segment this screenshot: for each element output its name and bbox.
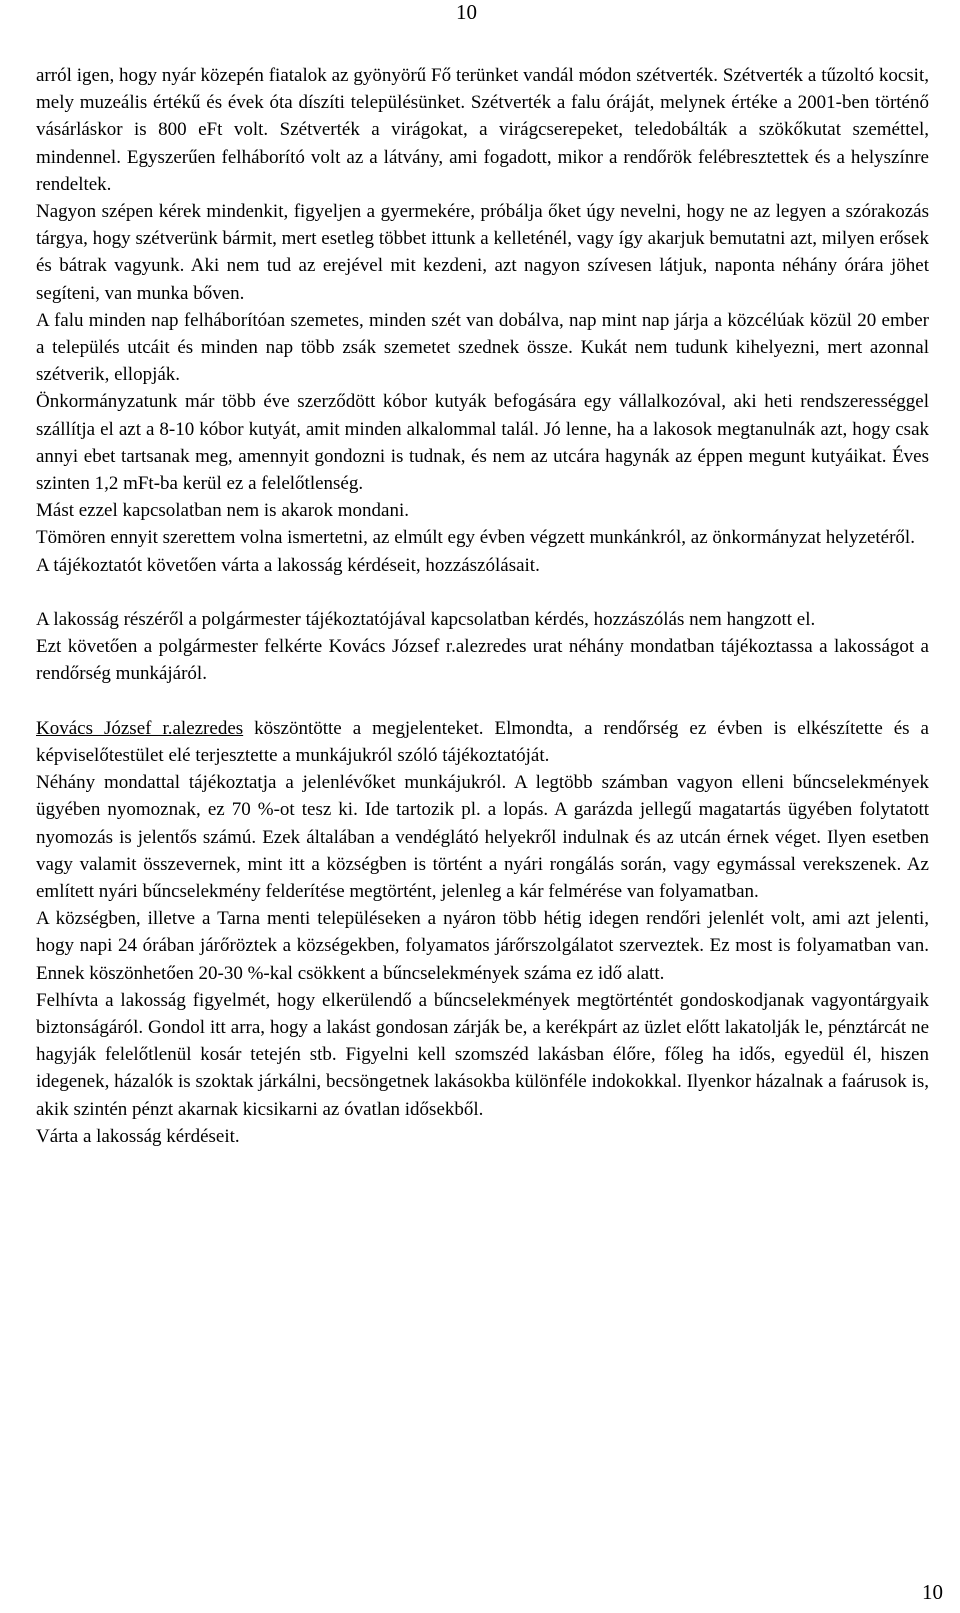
paragraph-awaits-questions: A tájékoztatót követően várta a lakosság kérdéseit, hozzászólásait. xyxy=(36,554,540,576)
document-body xyxy=(36,62,929,1150)
paragraph-vandalism: arról igen, hogy nyár közepén fiatalok az gyönyörű Fő terünket vandál módon szétverték. Szétverték a tűzoltó kocsit, mely muzeális értékű és évek óta díszíti településünket. Szétverték a falu óráját, melynek értéke a 2001-ben történő vásárláskor is 800 eFt volt. Szétverték a virágokat, a virágcserepeket, teledobálták a szökőkutat szeméttel, mindennel. Egyszerűen felháborító volt az a látvány, ami fogadott, mikor a rendőrök felébresztettek és a helyszínre rendeltek. xyxy=(36,65,929,195)
paragraph-summary: Tömören ennyit szerettem volna ismertetni, az elmúlt egy évben végzett munkánkról, az önkormányzat helyzetéről. xyxy=(36,527,915,549)
paragraph-litter: A falu minden nap felháborítóan szemetes, minden szét van dobálva, nap mint nap járja a közcélúak közül 20 ember a település utcáit és minden nap több zsák szemetet szednek össze. Kukát nem tudunk kihelyezni, mert azonnal szétverik, ellopják. xyxy=(36,309,929,386)
paragraph-invite-police: Ezt követően a polgármester felkérte Kovács József r.alezredes urat néhány mondatban tájékoztassa a lakosságot a rendőrség munkájáról. xyxy=(36,636,929,685)
paragraph-crime-stats: Néhány mondattal tájékoztatja a jelenlévőket munkájukról. A legtöbb számban vagyon elleni bűncselekmények ügyében nyomoznak, ez 70 %-ot tesz ki. Ide tartozik pl. a lopás. A garázda jellegű magatartás ügyében folytatott nyomozás is jelentős számú. Ezek általában a vendéglátó helyekről indulnak és az utcán érnek véget. Ilyen esetben vagy valamit összevernek, mint itt a községben is történt a nyári rongálás során, vagy egymással verekszenek. Az említett nyári bűncselekmény felderítése megtörtént, jelenleg a kár felmérése van folyamatban. xyxy=(36,772,929,903)
page-number-top: 10 xyxy=(456,0,477,24)
paragraph-nothing-more: Mást ezzel kapcsolatban nem is akarok mondani. xyxy=(36,500,410,522)
paragraph-appeal-parents: Nagyon szépen kérek mindenkit, figyeljen a gyermekére, próbálja őket úgy nevelni, hogy ne az legyen a szórakozás tárgya, hogy szétverünk bármit, mert esetleg többet ittunk a kelleténél, vagy így akarjuk bemutatni azt, milyen erősek és bátrak vagyunk. Aki nem tud az erejével mit kezdeni, azt nagyon szívesen látjuk, naponta néhány órára jöhet segíteni, van munka bőven. xyxy=(36,201,929,304)
paragraph-no-questions: A lakosság részéről a polgármester tájékoztatójával kapcsolatban kérdés, hozzászólás nem hangzott el. xyxy=(36,609,816,631)
paragraph-patrol: A községben, illetve a Tarna menti településeken a nyáron több hétig idegen rendőri jelenlét volt, ami azt jelenti, hogy napi 24 órában járőröztek a községekben, folyamatos járőrszolgálatot szerveztek. Ez most is folyamatban van. Ennek köszönhetően 20-30 %-kal csökkent a bűncselekmények száma ez idő alatt. xyxy=(36,908,929,984)
speaker-name: Kovács József r.alezredes xyxy=(36,717,244,739)
paragraph-police-greeting xyxy=(36,715,929,769)
paragraph-gap xyxy=(36,579,929,606)
paragraph-awaits-questions-police: Várta a lakosság kérdéseit. xyxy=(36,1125,240,1147)
paragraph-safety-advice: Felhívta a lakosság figyelmét, hogy elkerülendő a bűncselekmények megtörténtét gondoskodjanak vagyontárgyaik biztonságáról. Gondol itt arra, hogy a lakást gondosan zárják be, a kerékpárt az üzlet előtt lakatolják le, pénztárcát ne hagyják felelőtlenül kosár tetején stb. Figyelni kell szomszéd lakásban élőre, főleg ha idős, egyedül él, hiszen idegenek, házalók is szoktak járkálni, becsöngetnek lakásokba különféle indokokkal. Ilyenkor házalnak a faárusok is, akik szintén pénzt akarnak kicsikarni az óvatlan idősekből. xyxy=(36,989,929,1120)
page-number-bottom: 10 xyxy=(922,1580,943,1604)
paragraph-gap xyxy=(36,688,929,715)
paragraph-stray-dogs: Önkormányzatunk már több éve szerződött kóbor kutyák befogására egy vállalkozóval, aki heti rendszerességgel szállítja el azt a 8-10 kóbor kutyát, amit minden alkalommal talál. Jó lenne, ha a lakosok megtanulnák azt, hogy csak annyi ebet tartsanak meg, amennyit gondozni is tudnak, és nem az utcára hagynák az éppen megunt kutyáikat. Éves szinten 1,2 mFt-ba kerül ez a felelőtlenség. xyxy=(36,391,929,495)
speaker-text: köszöntötte a megjelenteket. Elmondta, a rendőrség ez évben is elkészítette és a képviselőtestület elé terjesztette a munkájukról szóló tájékoztatóját. xyxy=(36,717,929,767)
